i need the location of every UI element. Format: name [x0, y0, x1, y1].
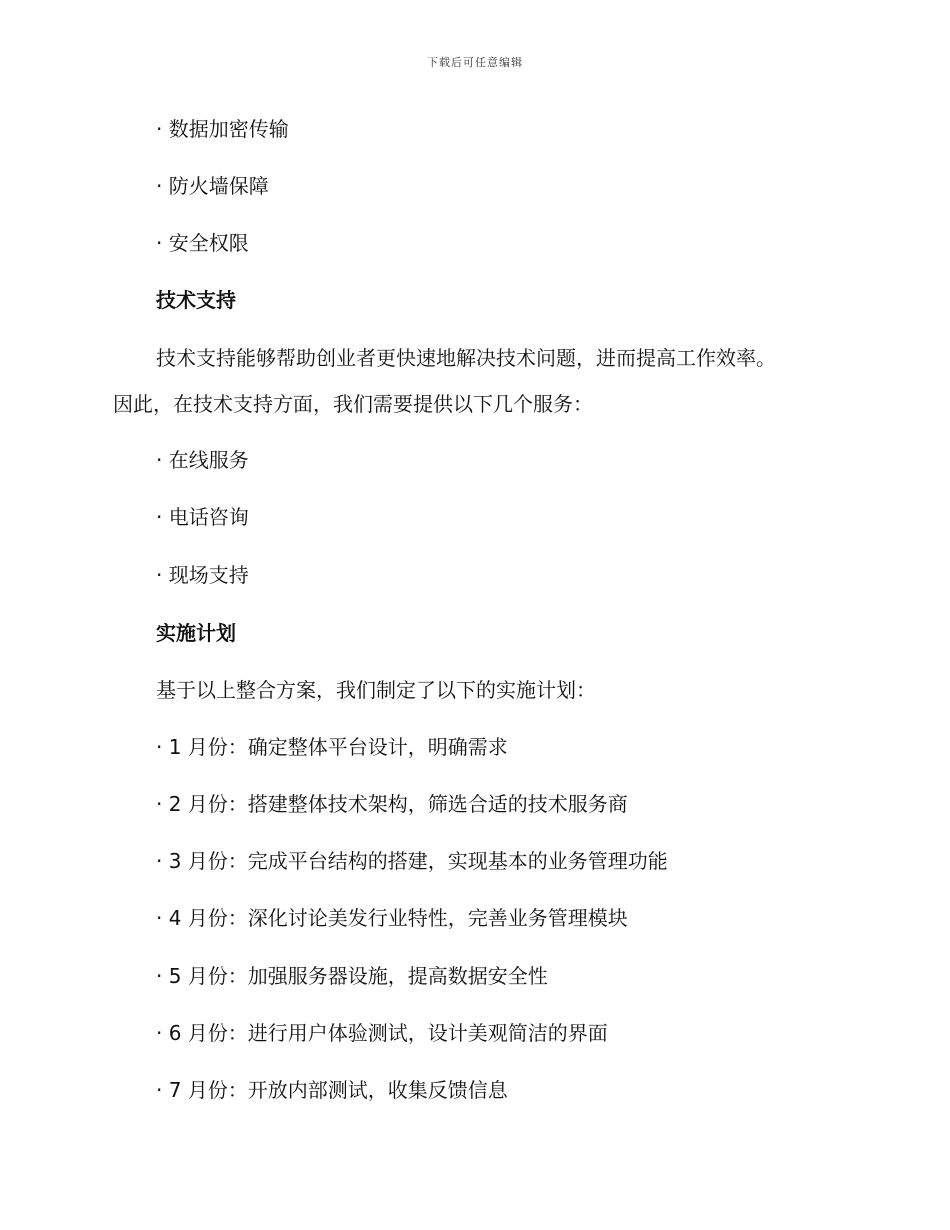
list-item: · 防火墙保障	[156, 174, 269, 198]
paragraph-line: 技术支持能够帮助创业者更快速地解决技术问题，进而提高工作效率。	[156, 346, 776, 370]
list-item: · 1 月份：确定整体平台设计，明确需求	[156, 735, 508, 759]
paragraph-line: 因此，在技术支持方面，我们需要提供以下几个服务：	[113, 392, 593, 416]
list-item: · 6 月份：进行用户体验测试，设计美观简洁的界面	[156, 1021, 608, 1045]
list-item: · 在线服务	[156, 448, 249, 472]
page-header: 下载后可任意编辑	[427, 56, 523, 69]
paragraph-line: 基于以上整合方案，我们制定了以下的实施计划：	[156, 678, 596, 702]
list-item: · 安全权限	[156, 231, 249, 255]
list-item: · 3 月份：完成平台结构的搭建，实现基本的业务管理功能	[156, 849, 668, 873]
list-item: · 2 月份：搭建整体技术架构，筛选合适的技术服务商	[156, 792, 628, 816]
list-item: · 电话咨询	[156, 505, 249, 529]
list-item: · 数据加密传输	[156, 117, 289, 141]
section-heading: 实施计划	[156, 621, 236, 645]
section-heading: 技术支持	[156, 288, 236, 312]
list-item: · 5 月份：加强服务器设施，提高数据安全性	[156, 964, 548, 988]
list-item: · 7 月份：开放内部测试，收集反馈信息	[156, 1078, 508, 1102]
list-item: · 4 月份：深化讨论美发行业特性，完善业务管理模块	[156, 906, 628, 930]
list-item: · 现场支持	[156, 563, 249, 587]
